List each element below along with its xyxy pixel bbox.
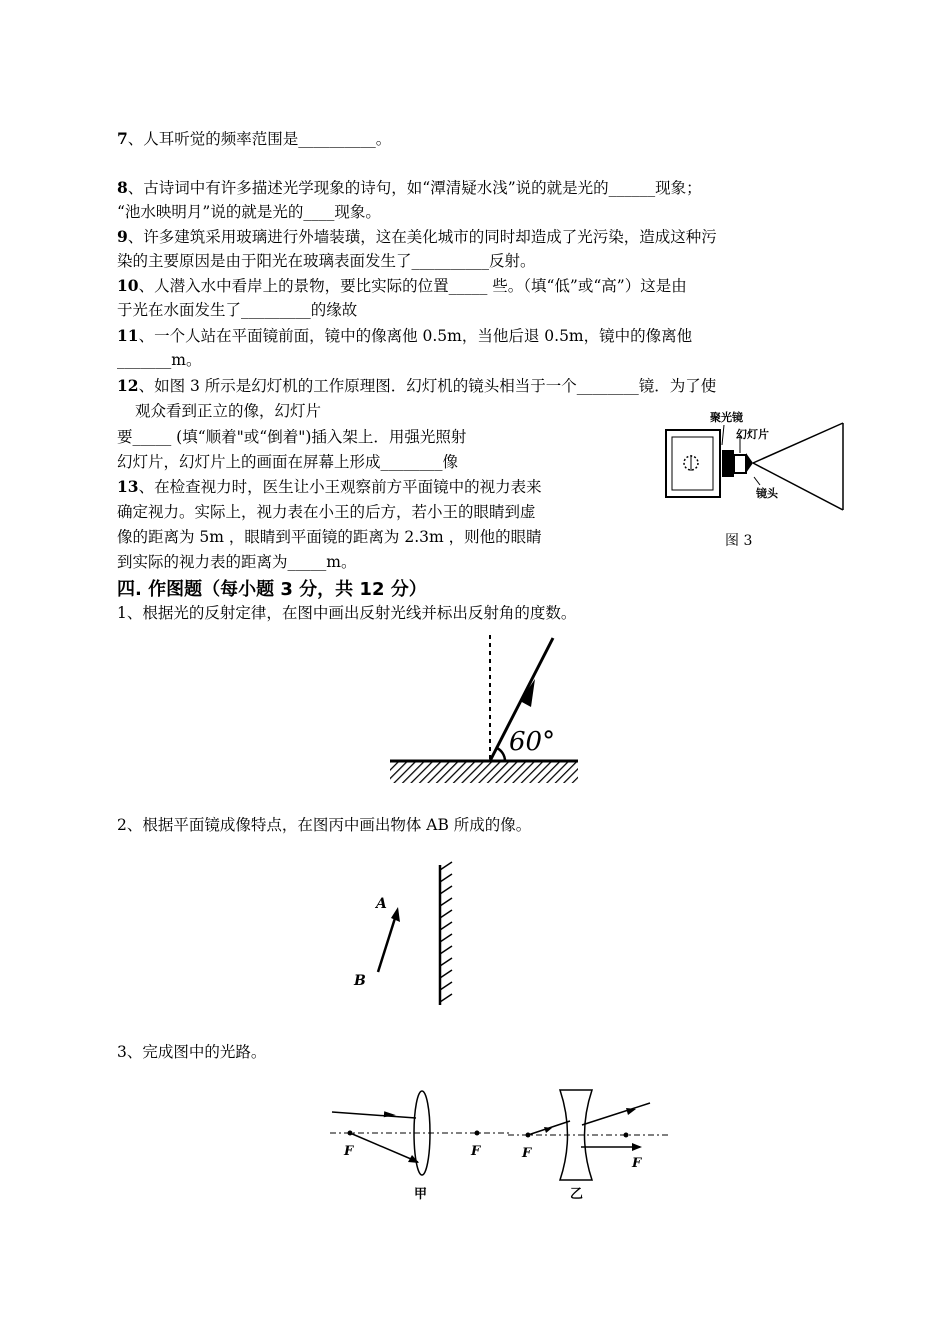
convex-lens-diagram	[330, 1091, 510, 1202]
focus-label: F	[344, 1144, 354, 1159]
focus-label: F	[522, 1146, 532, 1161]
figure-lenses	[330, 1085, 675, 1210]
figure-plane-mirror	[340, 860, 470, 1015]
question-11-line2: _______m。	[117, 351, 202, 369]
problem-3-text: 3、完成图中的光路。	[117, 1043, 267, 1061]
question-number: 7	[117, 129, 128, 148]
question-12-line4: 幻灯片，幻灯片上的画面在屏幕上形成________像	[117, 453, 459, 471]
problem-2-text: 2、根据平面镜成像特点，在图丙中画出物体 AB 所成的像。	[117, 816, 532, 834]
question-9-line2: 染的主要原因是由于阳光在玻璃表面发生了__________反射。	[117, 252, 536, 270]
question-12-line3: 要_____ (填“顺着"或“倒着")插入架上．用强光照射	[117, 428, 467, 446]
question-number: 11	[117, 326, 139, 345]
concave-lens-diagram	[508, 1090, 670, 1202]
question-number: 9	[117, 227, 128, 246]
label-condenser: 聚光镜	[710, 411, 743, 424]
ground-surface	[390, 761, 578, 783]
label-slide: 幻灯片	[736, 428, 769, 441]
section-4-title: 四. 作图题（每小题 3 分，共 12 分）	[117, 579, 427, 600]
caption-yi: 乙	[570, 1187, 584, 1202]
question-7	[117, 129, 391, 149]
question-13-line4: 到实际的视力表的距离为_____m。	[117, 553, 357, 571]
figure-reflection	[385, 630, 580, 790]
figure-3-projector	[658, 405, 848, 525]
focus-label: F	[632, 1156, 642, 1171]
problem-1-text: 1、根据光的反射定律，在图中画出反射光线并标出反射角的度数。	[117, 604, 577, 622]
caption-jia: 甲	[414, 1187, 428, 1202]
object-arrowhead	[391, 907, 400, 922]
question-8-line1	[117, 178, 702, 198]
question-text: 、一个人站在平面镜前面，镜中的像离他 0.5m，当他后退 0.5m，镜中的像离他	[138, 327, 693, 345]
question-13-line2: 确定视力。实际上，视力表在小王的后方，若小王的眼睛到虚	[117, 503, 536, 521]
question-text: 、在检查视力时，医生让小王观察前方平面镜中的视力表来	[138, 478, 542, 496]
question-text: 、许多建筑采用玻璃进行外墙装璜，这在美化城市的同时却造成了光污染，造成这种污	[127, 228, 717, 246]
question-12-line1	[117, 376, 716, 396]
question-12-line2: 观众看到正立的像，幻灯片	[135, 402, 322, 420]
angle-label: 60°	[509, 727, 556, 757]
question-number: 12	[117, 376, 139, 395]
question-number: 13	[117, 477, 139, 496]
question-text: 、人耳听觉的频率范围是__________。	[127, 130, 392, 148]
question-text: 、人潜入水中看岸上的景物，要比实际的位置_____ 些。（填“低”或“高”）这是由	[138, 277, 687, 295]
question-number: 10	[117, 276, 139, 295]
angle-arc	[497, 748, 505, 761]
question-text: 、古诗词中有许多描述光学现象的诗句，如“潭清疑水浅”说的就是光的______现象；	[127, 179, 702, 197]
question-number: 8	[117, 178, 128, 197]
question-10-line2: 于光在水面发生了_________的缘故	[117, 301, 358, 319]
label-a: A	[376, 896, 387, 912]
object-ab	[378, 915, 396, 972]
figure-3-caption: 图 3	[725, 533, 753, 549]
label-lens: 镜头	[756, 487, 778, 500]
mirror-hatching	[440, 862, 452, 1002]
question-8-line2: “池水映明月”说的就是光的____现象。	[117, 203, 381, 221]
question-11-line1	[117, 326, 692, 346]
question-13-line1	[117, 477, 542, 497]
incident-arrow	[520, 679, 535, 707]
question-9-line1	[117, 227, 717, 247]
question-text: 、如图 3 所示是幻灯机的工作原理图．幻灯机的镜头相当于一个________镜．为了使	[138, 377, 717, 395]
question-10-line1	[117, 276, 687, 296]
label-b: B	[354, 973, 366, 989]
question-13-line3: 像的距离为 5m ，眼睛到平面镜的距离为 2.3m ，则他的眼睛	[117, 528, 542, 546]
focus-label: F	[471, 1144, 481, 1159]
